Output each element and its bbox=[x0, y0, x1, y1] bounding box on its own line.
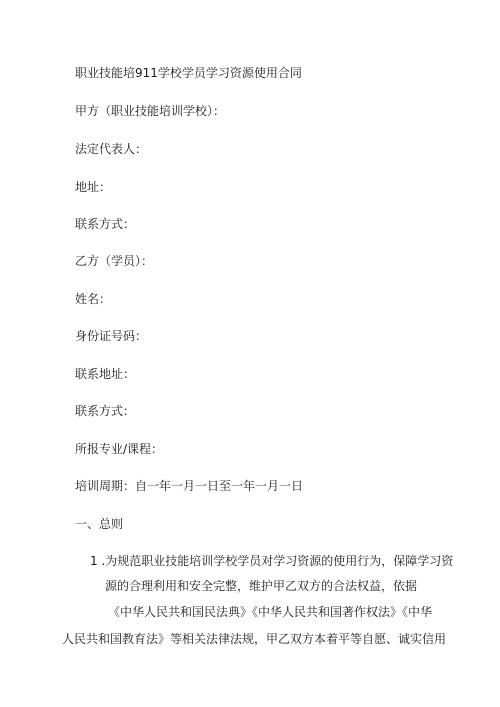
party-a-contact-label: 联系方式： bbox=[75, 217, 136, 231]
party-b-id-label: 身份证号码： bbox=[75, 329, 148, 343]
party-b-name-label: 姓名： bbox=[75, 292, 112, 306]
clause-1-line-4: 人民共和国教育法》等相关法律法规，甲乙双方本着平等自愿、诚实信用 bbox=[62, 632, 447, 646]
document-title: 职业技能培911学校学员学习资源使用合同 bbox=[75, 66, 302, 80]
party-b-address-label: 联系地址： bbox=[75, 367, 136, 381]
clause-1-line-3: 《中华人民共和国民法典》《中华人民共和国著作权法》《中华 bbox=[108, 605, 433, 619]
legal-rep-label: 法定代表人： bbox=[75, 142, 148, 156]
clause-1-line-2: 源的合理利用和安全完整，维护甲乙双方的合法权益，依据 bbox=[105, 579, 418, 593]
section-1-heading: 一、总则 bbox=[75, 517, 124, 531]
major-course-label: 所报专业/课程： bbox=[75, 442, 164, 456]
party-b-heading: 乙方（学员）： bbox=[75, 254, 154, 268]
clause-1-line-1: 1 .为规范职业技能培训学校学员对学习资源的使用行为，保障学习资 bbox=[90, 554, 454, 568]
party-a-heading: 甲方（职业技能培训学校）： bbox=[75, 104, 226, 118]
party-a-address-label: 地址： bbox=[75, 180, 112, 194]
training-period-label: 培训周期：自一年一月一日至一年一月一日 bbox=[75, 479, 304, 493]
party-b-contact-label: 联系方式： bbox=[75, 404, 136, 418]
